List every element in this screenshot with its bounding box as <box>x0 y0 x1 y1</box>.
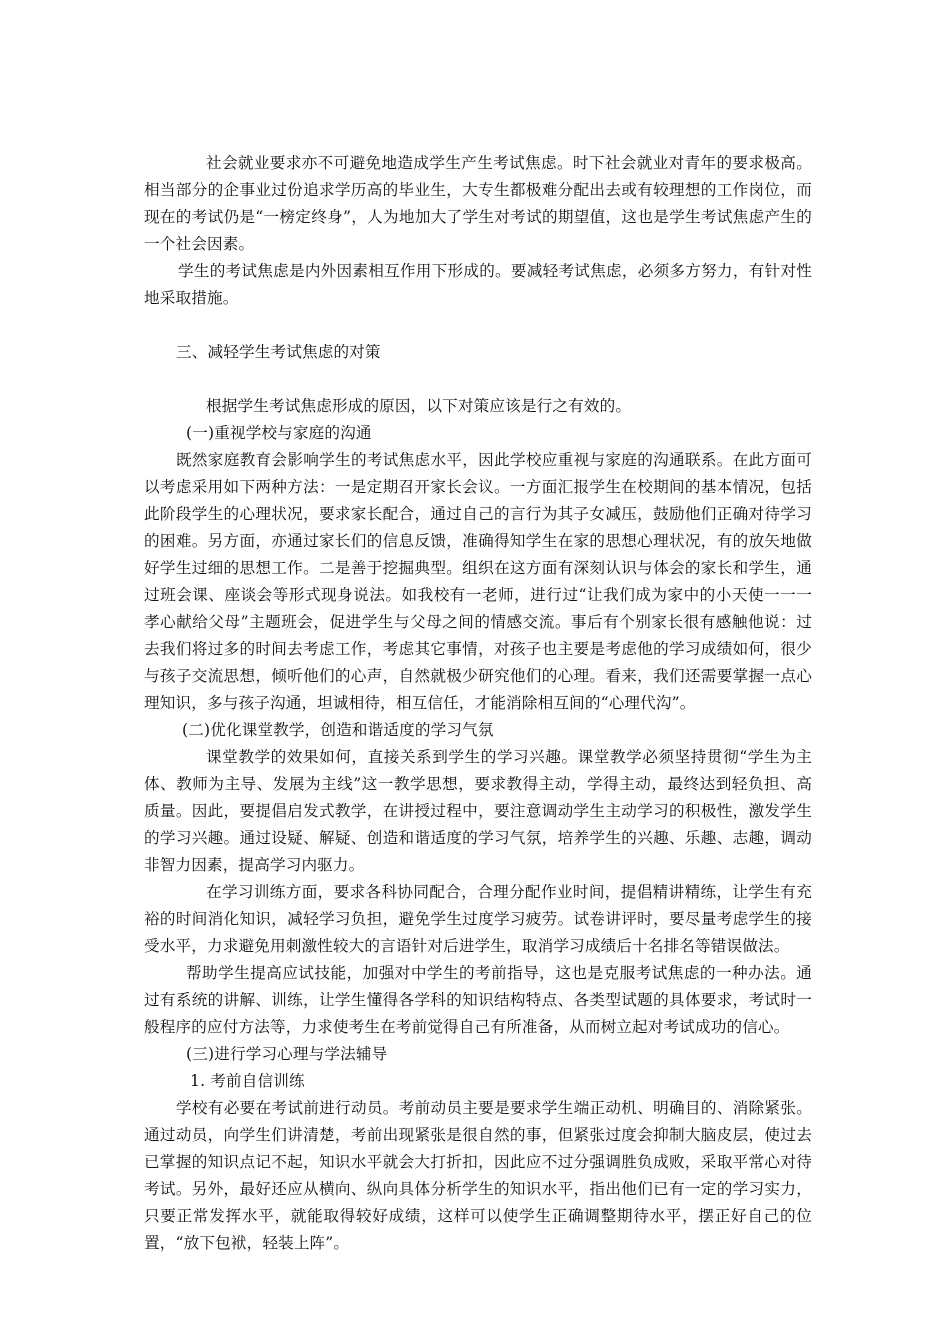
spacer <box>144 312 812 339</box>
paragraph-exam-skills: 帮助学生提高应试技能，加强对中学生的考前指导，这也是克服考试焦虑的一种办法。通过有系统的讲解、训练，让学生懂得各学科的知识结构特点、各类型试题的具体要求，考试时一般程序的应付方法等，力求使考生在考前觉得自己有所准备，从而树立起对考试成功的信心。 <box>144 964 812 1036</box>
subheading-learning-psychology: (三)进行学习心理与学法辅导 <box>186 1045 388 1063</box>
section-heading-countermeasures: 三、减轻学生考试焦虑的对策 <box>176 343 381 361</box>
paragraph-countermeasures-intro: 根据学生考试焦虑形成的原因，以下对策应该是行之有效的。 <box>206 397 632 415</box>
paragraph-internal-external-factors: 学生的考试焦虑是内外因素相互作用下形成的。要减轻考试焦虑，必须多方努力，有针对性地采取措施。 <box>144 262 812 307</box>
document-body <box>144 150 812 1257</box>
paragraph-learning-training: 在学习训练方面，要求各科协同配合，合理分配作业时间，提倡精讲精练，让学生有充裕的时间消化知识，减轻学习负担，避免学生过度学习疲劳。试卷讲评时，要尽量考虑学生的接受水平，力求避免用刺激性较大的言语针对后进学生，取消学习成绩后十名排名等错误做法。 <box>144 883 812 955</box>
paragraph-pre-exam-mobilization: 学校有必要在考试前进行动员。考前动员主要是要求学生端正动机、明确目的、消除紧张。通过动员，向学生们讲清楚，考前出现紧张是很自然的事，但紧张过度会抑制大脑皮层，使过去已掌握的知识点记不起，知识水平就会大打折扣，因此应不过分强调胜负成败，采取平常心对待考试。另外，最好还应从横向、纵向具体分析学生的知识水平，指出他们已有一定的学习实力，只要正常发挥水平，就能取得较好成绩，这样可以使学生正确调整期待水平，摆正好自己的位置，“放下包袱，轻装上阵”。 <box>144 1099 812 1252</box>
spacer <box>144 366 812 393</box>
paragraph-family-education: 既然家庭教育会影响学生的考试焦虑水平，因此学校应重视与家庭的沟通联系。在此方面可以考虑采用如下两种方法：一是定期召开家长会议。一方面汇报学生在校期间的基本情况，包括此阶段学生的心理状况，要求家长配合，通过自己的言行为其子女减压，鼓励他们正确对待学习的困难。另方面，亦通过家长们的信息反馈，准确得知学生在家的思想心理状况，有的放矢地做好学生过细的思想工作。二是善于挖掘典型。组织在这方面有深刻认识与体会的家长和学生，通过班会课、座谈会等形式现身说法。如我校有一老师，进行过“让我们成为家中的小天使一一一孝心献给父母”主题班会，促进学生与父母之间的情感交流。事后有个别家长很有感触他说：过去我们将过多的时间去考虑工作，考虑其它事情，对孩子也主要是考虑他的学习成绩如何，很少与孩子交流思想，倾听他们的心声，自然就极少研究他们的心理。看来，我们还需要掌握一点心理知识，多与孩子沟通，坦诚相待，相互信任，才能消除相互间的“心理代沟”。 <box>144 451 812 712</box>
subheading-optimize-classroom: (二)优化课堂教学，创造和谐适度的学习气氛 <box>182 721 494 739</box>
paragraph-social-employment: 社会就业要求亦不可避免地造成学生产生考试焦虑。时下社会就业对青年的要求极高。相当部分的企事业过份追求学历高的毕业生，大专生都极难分配出去或有较理想的工作岗位，而现在的考试仍是“一榜定终身”，人为地加大了学生对考试的期望值，这也是学生考试焦虑产生的一个社会因素。 <box>144 154 812 253</box>
paragraph-classroom-effect: 课堂教学的效果如何，直接关系到学生的学习兴趣。课堂教学必须坚持贯彻“学生为主体、教师为主导、发展为主线”这一教学思想，要求教得主动，学得主动，最终达到轻负担、高质量。因此，要提倡启发式教学，在讲授过程中，要注意调动学生主动学习的积极性，激发学生的学习兴趣。通过设疑、解疑、创造和谐适度的学习气氛，培养学生的兴趣、乐趣、志趣，调动非智力因素，提高学习内驱力。 <box>144 748 812 874</box>
subheading-school-family-communication: (一)重视学校与家庭的沟通 <box>186 424 372 442</box>
subheading-confidence-training: 1. 考前自信训练 <box>190 1072 305 1090</box>
